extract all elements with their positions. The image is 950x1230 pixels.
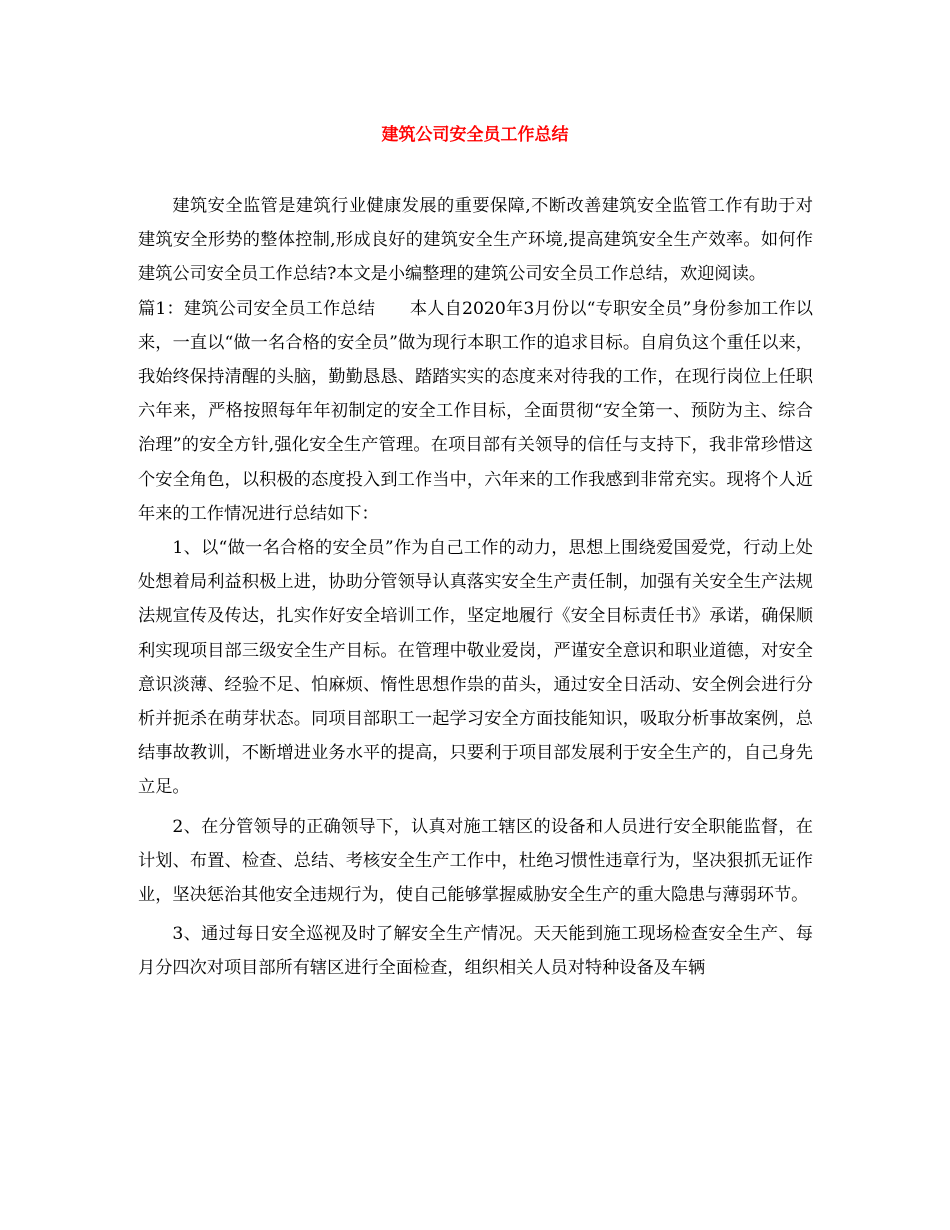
item-1-paragraph: 1、以“做一名合格的安全员”作为自己工作的动力，思想上围绕爱国爱党，行动上处处想着局利益积极上进，协助分管领导认真落实安全生产责任制，加强有关安全生产法规法规宣传及传达，扎实作好安全培训工作，坚定地履行《安全目标责任书》承诺，确保顺利实现项目部三级安全生产目标。在管理中敬业爱岗，严谨安全意识和职业道德，对安全意识淡薄、经验不足、怕麻烦、惰性思想作祟的苗头，通过安全日活动、安全例会进行分析并扼杀在萌芽状态。同项目部职工一起学习安全方面技能知识，吸取分析事故案例，总结事故教训，不断增进业务水平的提高，只要利于项目部发展利于安全生产的，自己身先立足。 — [138, 538, 813, 798]
document-body — [138, 189, 813, 986]
intro-paragraph: 建筑安全监管是建筑行业健康发展的重要保障,不断改善建筑安全监管工作有助于对建筑安全形势的整体控制,形成良好的建筑安全生产环境,提高建筑安全生产效率。如何作建筑公司安全员工作总结?本文是小编整理的建筑公司安全员工作总结，欢迎阅读。 — [138, 196, 813, 285]
item-2-paragraph: 2、在分管领导的正确领导下，认真对施工辖区的设备和人员进行安全职能监督，在计划、布置、检查、总结、考核安全生产工作中，杜绝习惯性违章行为，坚决狠抓无证作业，坚决惩治其他安全违规行为，使自己能够掌握威胁安全生产的重大隐患与薄弱环节。 — [138, 816, 813, 906]
item-3-paragraph: 3、通过每日安全巡视及时了解安全生产情况。天天能到施工现场检查安全生产、每月分四次对项目部所有辖区进行全面检查，组织相关人员对特种设备及车辆 — [138, 924, 813, 979]
section-1-paragraph: 篇1：建筑公司安全员工作总结 本人自2020年3月份以“专职安全员”身份参加工作以来，一直以“做一名合格的安全员”做为现行本职工作的追求目标。自肩负这个重任以来，我始终保持清醒的头脑，勤勤恳恳、踏踏实实的态度来对待我的工作，在现行岗位上任职六年来，严格按照每年年初制定的安全工作目标，全面贯彻“安全第一、预防为主、综合治理”的安全方针,强化安全生产管理。在项目部有关领导的信任与支持下，我非常珍惜这个安全角色，以积极的态度投入到工作当中，六年来的工作我感到非常充实。现将个人近年来的工作情况进行总结如下： — [138, 298, 813, 524]
document-title: 建筑公司安全员工作总结 — [381, 125, 569, 145]
